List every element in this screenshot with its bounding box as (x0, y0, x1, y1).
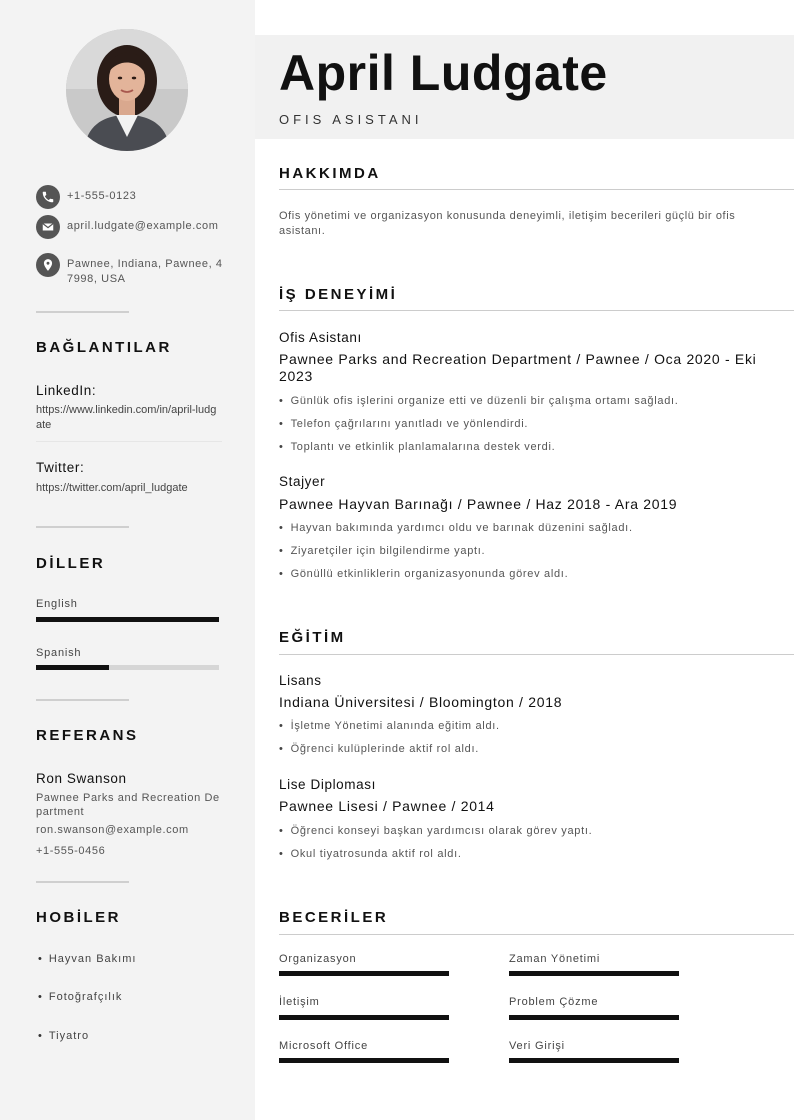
skill-level-bar (279, 971, 449, 976)
hobby-item: • Tiyatro (38, 1030, 89, 1042)
skill-name: Problem Çözme (509, 996, 599, 1008)
language-name: English (36, 598, 78, 610)
education-bullet: • Öğrenci kulüplerinde aktif rol aldı. (279, 743, 479, 755)
divider (36, 526, 129, 528)
experience-org: Pawnee Parks and Recreation Department / Pawnee / Oca 2020 - Eki 2023 (279, 351, 757, 384)
links-heading: BAĞLANTILAR (36, 339, 172, 356)
education-bullet: • Öğrenci konseyi başkan yardımcısı olarak görev yaptı. (279, 825, 592, 837)
experience-bullet: • Ziyaretçiler için bilgilendirme yaptı. (279, 545, 485, 557)
linkedin-label: LinkedIn: (36, 383, 97, 398)
education-org: Indiana Üniversitesi / Bloomington / 2018 (279, 694, 563, 710)
education-heading: EĞİTİM (279, 629, 346, 646)
experience-bullet: • Gönüllü etkinliklerin organizasyonunda görev aldı. (279, 568, 568, 580)
header (255, 35, 794, 139)
references-heading: REFERANS (36, 727, 139, 744)
reference-name: Ron Swanson (36, 771, 127, 786)
education-title: Lisans (279, 673, 322, 688)
skill-level-bar (509, 971, 679, 976)
reference-phone: +1-555-0456 (36, 845, 106, 857)
contact-phone-text: +1-555-0123 (67, 190, 137, 202)
skill-level-bar (279, 1015, 449, 1020)
divider (36, 881, 129, 883)
experience-bullet: • Toplantı ve etkinlik planlamalarına destek verdi. (279, 441, 555, 453)
experience-bullet: • Telefon çağrılarını yanıtladı ve yönlendirdi. (279, 418, 528, 430)
education-org: Pawnee Lisesi / Pawnee / 2014 (279, 798, 495, 814)
section-rule (279, 310, 794, 311)
language-level-bar (36, 617, 219, 622)
experience-title: Stajyer (279, 474, 326, 489)
hobby-item: • Hayvan Bakımı (38, 953, 136, 965)
skill-name: Zaman Yönetimi (509, 953, 601, 965)
divider (36, 699, 129, 701)
candidate-title: OFIS ASISTANI (279, 112, 423, 127)
section-rule (279, 654, 794, 655)
education-bullet: • Okul tiyatrosunda aktif rol aldı. (279, 848, 462, 860)
contact-address (36, 253, 226, 287)
divider (36, 311, 129, 313)
skills-heading: BECERİLER (279, 909, 389, 926)
email-icon (36, 215, 60, 239)
twitter-label: Twitter: (36, 460, 85, 475)
main-content (255, 0, 794, 1120)
skill-name: Organizasyon (279, 953, 357, 965)
contact-address-text: Pawnee, Indiana, Pawnee, 47998, USA (67, 258, 223, 285)
reference-email[interactable]: ron.swanson@example.com (36, 824, 189, 836)
section-rule (279, 934, 794, 935)
education-bullet: • İşletme Yönetimi alanında eğitim aldı. (279, 720, 500, 732)
experience-heading: İŞ DENEYİMİ (279, 286, 398, 303)
location-icon (36, 253, 60, 277)
language-name: Spanish (36, 647, 82, 659)
link-separator (36, 441, 222, 442)
hobby-item: • Fotoğrafçılık (38, 991, 122, 1003)
skill-level-bar (509, 1015, 679, 1020)
contact-email (36, 215, 226, 239)
skill-level-bar (279, 1058, 449, 1063)
skill-level-bar (509, 1058, 679, 1063)
experience-title: Ofis Asistanı (279, 330, 362, 345)
sidebar (0, 0, 255, 1120)
linkedin-url[interactable]: https://www.linkedin.com/in/april-ludgate (36, 404, 217, 431)
language-level-bar (36, 665, 219, 670)
skill-name: Microsoft Office (279, 1040, 369, 1052)
skill-name: Veri Girişi (509, 1040, 565, 1052)
experience-bullet: • Günlük ofis işlerini organize etti ve düzenli bir çalışma ortamı sağladı. (279, 395, 679, 407)
hobbies-heading: HOBİLER (36, 909, 121, 926)
about-text: Ofis yönetimi ve organizasyon konusunda deneyimli, iletişim becerileri güçlü bir ofis asistanı. (279, 210, 736, 237)
experience-bullet: • Hayvan bakımında yardımcı oldu ve barınak düzenini sağladı. (279, 522, 633, 534)
skill-name: İletişim (279, 996, 320, 1008)
avatar (66, 29, 188, 151)
experience-org: Pawnee Hayvan Barınağı / Pawnee / Haz 2018 - Ara 2019 (279, 496, 678, 512)
contact-phone (36, 185, 226, 209)
phone-icon (36, 185, 60, 209)
education-title: Lise Diploması (279, 777, 376, 792)
about-heading: HAKKIMDA (279, 165, 381, 182)
reference-org: Pawnee Parks and Recreation Department (36, 792, 220, 818)
contact-email-text[interactable]: april.ludgate@example.com (67, 220, 219, 232)
candidate-name: April Ludgate (279, 45, 608, 101)
profile-photo (66, 29, 188, 151)
languages-heading: DİLLER (36, 555, 106, 572)
twitter-url[interactable]: https://twitter.com/april_ludgate (36, 482, 188, 494)
section-rule (279, 189, 794, 190)
